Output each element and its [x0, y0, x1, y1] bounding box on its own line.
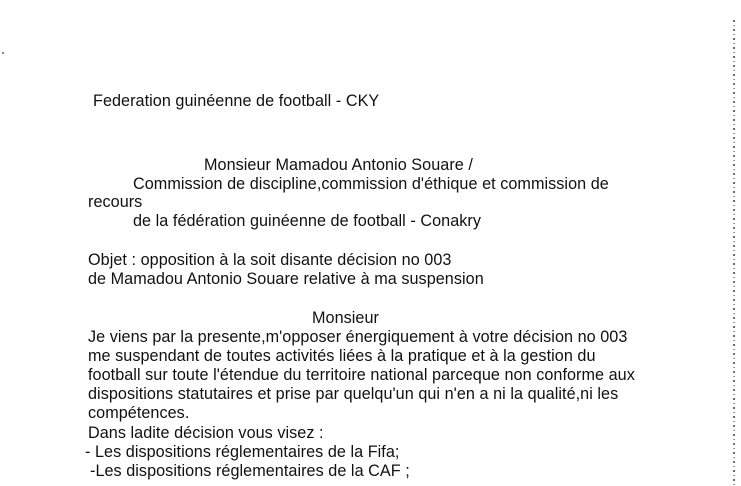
recipient-name: Monsieur Mamadou Antonio Souare / [204, 156, 473, 174]
body-line: football sur toute l'étendue du territoire national parceque non conforme aux [88, 366, 635, 384]
body-line: compétences. [88, 404, 190, 422]
list-item: -Les dispositions réglementaires de la CAF ; [90, 462, 410, 480]
recipient-federation: de la fédération guinéenne de football - Conakry [133, 212, 481, 230]
list-item: - Les dispositions réglementaires de la Fifa; [85, 443, 400, 461]
letter-header: Federation guinéenne de football - CKY [93, 92, 380, 110]
body-line: dispositions statutaires et prise par quelqu'un qui n'en a ni la qualité,ni les [88, 385, 619, 403]
scan-edge-mark [733, 20, 735, 486]
body-line: Je viens par la presente,m'opposer énergiquement à votre décision no 003 [88, 328, 628, 346]
recipient-commissions: Commission de discipline,commission d'éthique et commission de [133, 175, 609, 193]
salutation: Monsieur [312, 309, 379, 327]
scan-dust-dot [2, 52, 4, 54]
subject-line: Objet : opposition à la soit disante décision no 003 [88, 251, 452, 269]
body-line: Dans ladite décision vous visez : [88, 424, 324, 442]
body-line: me suspendant de toutes activités liées à la pratique et à la gestion du [88, 347, 596, 365]
subject-line-continued: de Mamadou Antonio Souare relative à ma suspension [88, 270, 484, 288]
recipient-commissions-continued: recours [88, 193, 143, 211]
